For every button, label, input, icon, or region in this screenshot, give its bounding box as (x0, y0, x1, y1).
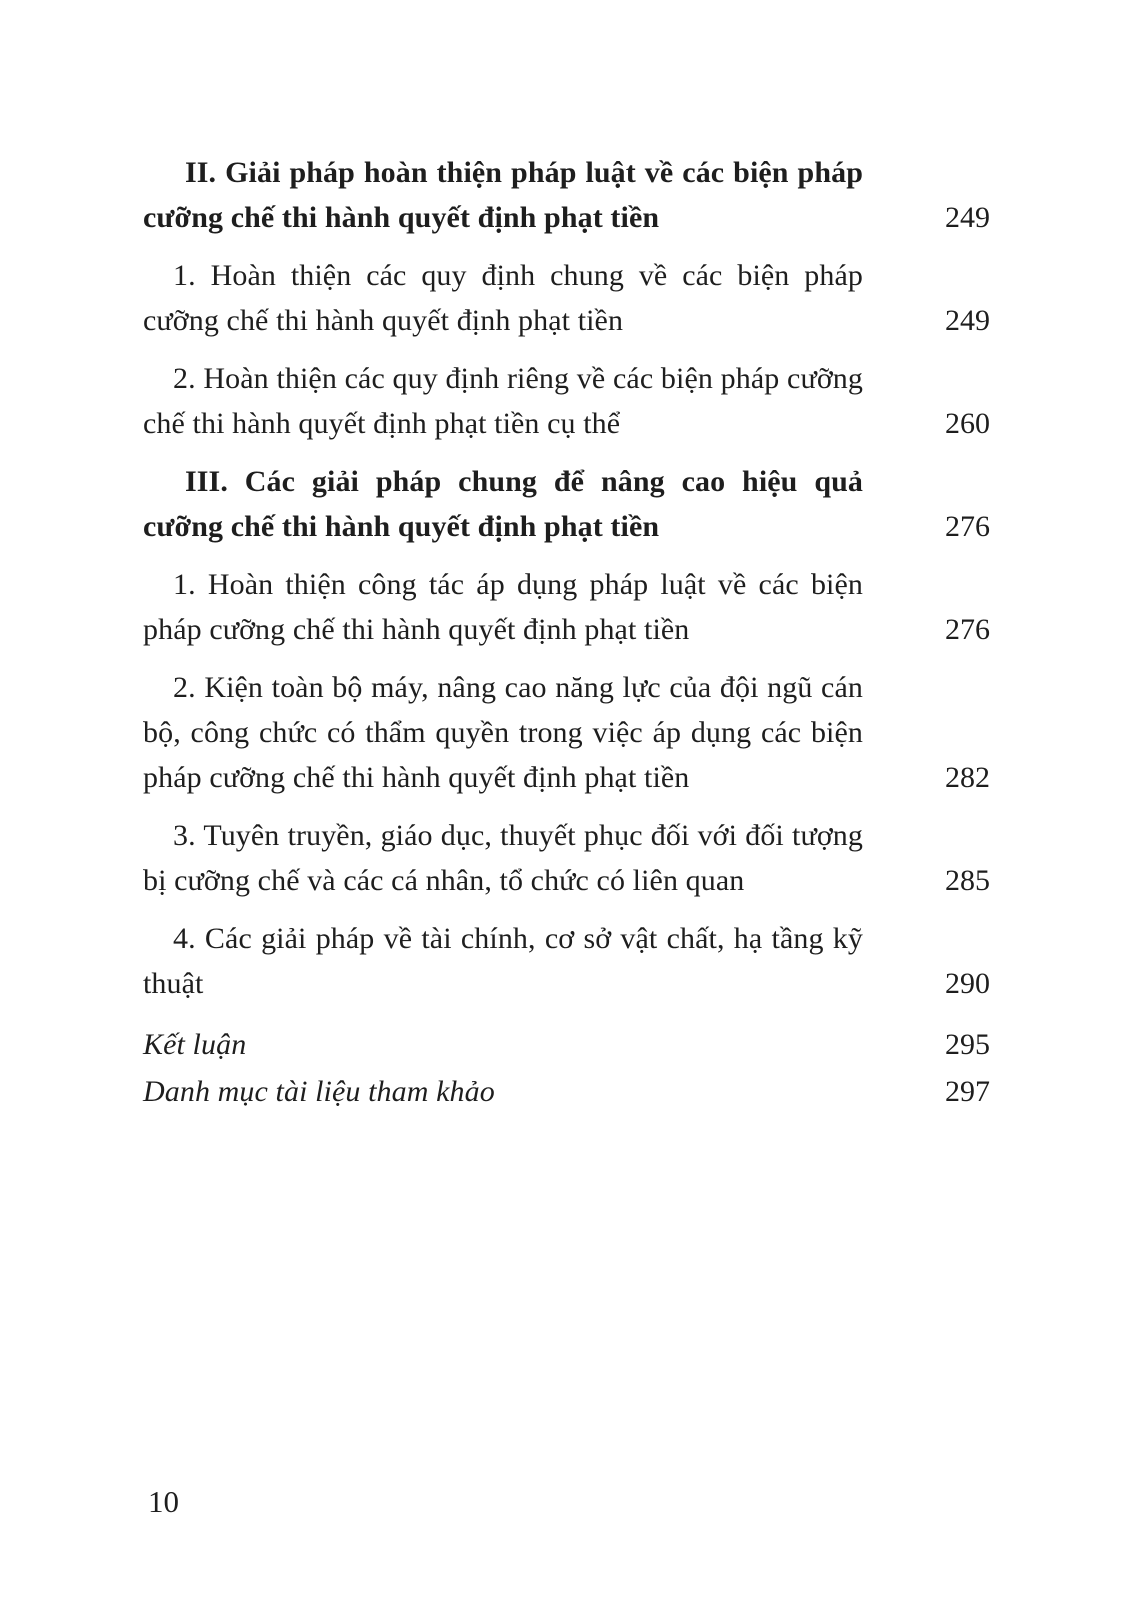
toc-entry-page: 290 (945, 967, 990, 1000)
toc-entry (143, 253, 990, 343)
toc-entry (143, 459, 990, 549)
toc-entry-page: 276 (945, 613, 990, 646)
toc-entry-label: Kết luận (143, 1028, 247, 1061)
toc-entry (143, 813, 990, 903)
toc-entry-label: 1. Hoàn thiện công tác áp dụng pháp luật về các biện pháp cưỡng chế thi hành quyết định phạt tiền (143, 568, 863, 646)
toc-entry-page: 276 (945, 510, 990, 543)
toc-entry-label: 4. Các giải pháp về tài chính, cơ sở vật chất, hạ tầng kỹ thuật (143, 922, 863, 1000)
toc-entry-label: 1. Hoàn thiện các quy định chung về các biện pháp cưỡng chế thi hành quyết định phạt tiền (143, 259, 863, 337)
toc-entry-page: 295 (945, 1028, 990, 1061)
toc-entry-page: 297 (945, 1075, 990, 1108)
page-number-footer: 10 (148, 1484, 179, 1519)
toc-entry-page: 285 (945, 864, 990, 897)
toc-entry (143, 356, 990, 446)
toc-entry (143, 916, 990, 1006)
toc-list (143, 150, 990, 1116)
toc-entry (143, 562, 990, 652)
toc-entry (143, 1069, 990, 1114)
toc-entry (143, 150, 990, 240)
toc-entry-page: 282 (945, 761, 990, 794)
toc-entry-label: III. Các giải pháp chung để nâng cao hiệu quả cưỡng chế thi hành quyết định phạt tiền (143, 465, 863, 543)
toc-entry-label: Danh mục tài liệu tham khảo (143, 1075, 495, 1108)
toc-entry (143, 665, 990, 800)
toc-entry-page: 249 (945, 201, 990, 234)
toc-entry-label: II. Giải pháp hoàn thiện pháp luật về các biện pháp cưỡng chế thi hành quyết định phạt tiền (143, 156, 863, 234)
toc-entry-page: 249 (945, 304, 990, 337)
toc-entry (143, 1022, 990, 1067)
toc-entry-page: 260 (945, 407, 990, 440)
toc-entry-label: 3. Tuyên truyền, giáo dục, thuyết phục đối với đối tượng bị cưỡng chế và các cá nhân, tổ chức có liên quan (143, 819, 863, 897)
toc-entry-label: 2. Kiện toàn bộ máy, nâng cao năng lực của đội ngũ cán bộ, công chức có thẩm quyền trong việc áp dụng các biện pháp cưỡng chế thi hành quyết định phạt tiền (143, 671, 863, 794)
toc-entry-label: 2. Hoàn thiện các quy định riêng về các biện pháp cưỡng chế thi hành quyết định phạt tiền cụ thể (143, 362, 863, 440)
